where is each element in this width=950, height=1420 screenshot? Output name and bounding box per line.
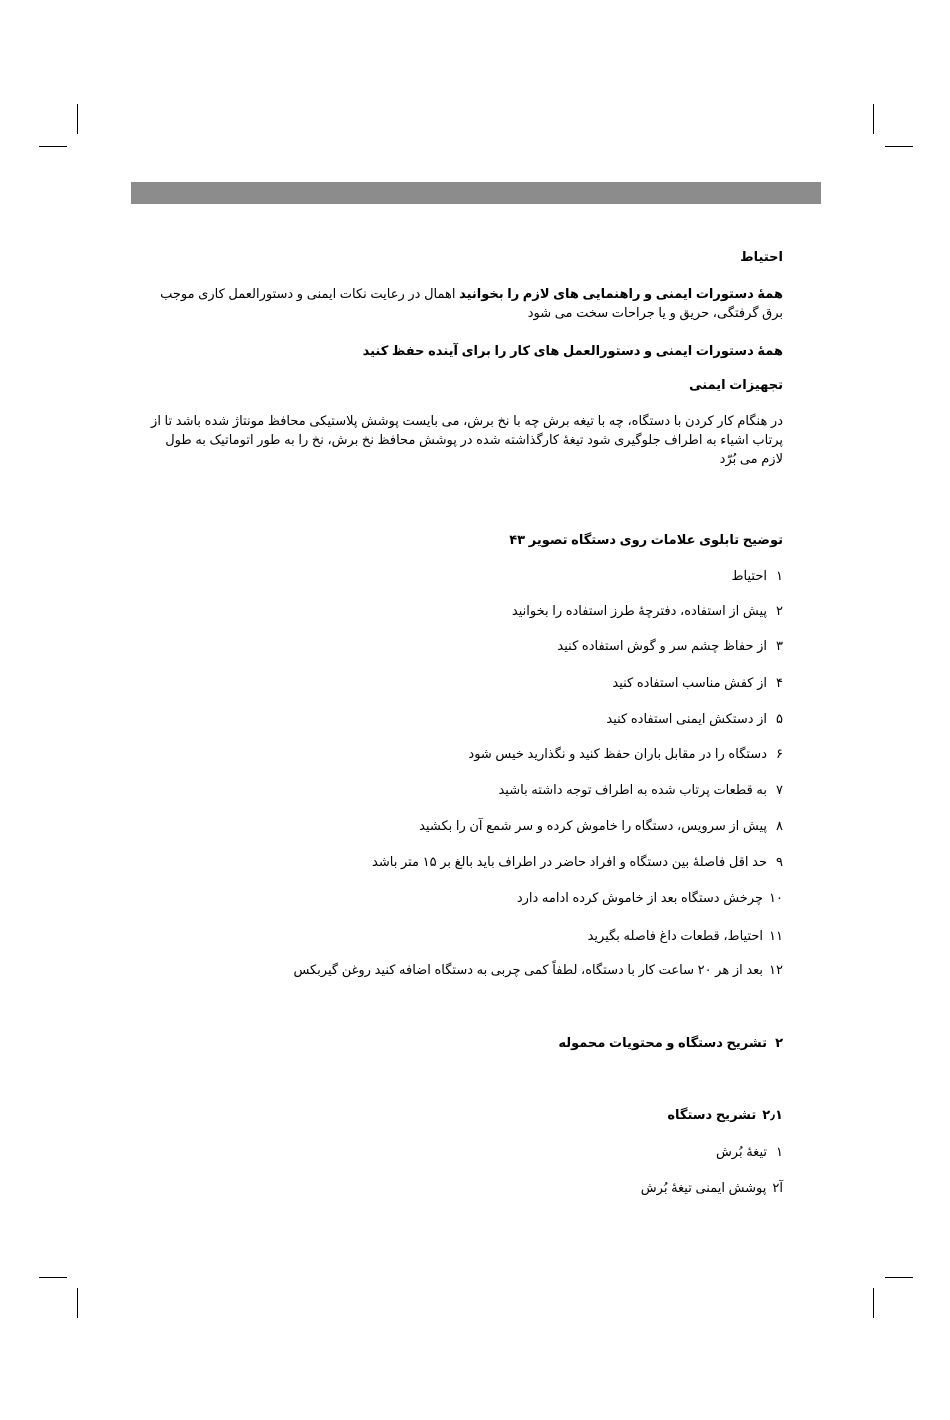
symbol-item-text: چرخش دستگاه بعد از خاموش کرده ادامه دارد bbox=[516, 890, 764, 905]
symbol-item-number: ۲ bbox=[776, 603, 783, 618]
symbol-item-text: پیش از استفاده، دفترچهٔ طرز استفاده را بخوانید bbox=[511, 603, 767, 618]
keep-instructions: همهٔ دستورات ایمنی و دستورالعمل های کار را برای آینده حفظ کنید bbox=[362, 343, 783, 358]
symbol-item bbox=[150, 890, 783, 906]
part-item-number: ۱ bbox=[776, 1144, 783, 1159]
part-item-number: آ۲ bbox=[772, 1180, 783, 1195]
symbol-item bbox=[150, 675, 783, 691]
safety-equipment-title: تجهیزات ایمنی bbox=[689, 377, 783, 392]
crop-mark bbox=[885, 146, 913, 147]
symbol-item-number: ۵ bbox=[776, 711, 783, 726]
caution-paragraph bbox=[150, 284, 783, 322]
symbol-item bbox=[150, 962, 783, 978]
symbol-item-text: بعد از هر ۲۰ ساعت کار با دستگاه، لطفاً کمی چربی به دستگاه اضافه کنید روغن گیربکس bbox=[293, 962, 764, 977]
section-2-heading bbox=[150, 1035, 783, 1051]
symbol-item bbox=[150, 711, 783, 727]
symbol-item-number: ۱۰ bbox=[769, 890, 783, 905]
crop-mark bbox=[39, 146, 67, 147]
part-item-text: تیغهٔ بُرش bbox=[715, 1144, 767, 1159]
symbol-item-number: ۳ bbox=[776, 638, 783, 653]
symbol-item-number: ۱۱ bbox=[769, 928, 783, 943]
page-content bbox=[150, 0, 783, 1420]
section-2-1-number: ۲٫۱ bbox=[762, 1107, 783, 1122]
symbol-item-text: پیش از سرویس، دستگاه را خاموش کرده و سر شمع آن را بکشید bbox=[419, 818, 767, 833]
symbol-item-text: از حفاظ چشم سر و گوش استفاده کنید bbox=[557, 638, 767, 653]
symbol-item-text: به قطعات پرتاب شده به اطراف توجه داشته باشید bbox=[498, 782, 767, 797]
crop-mark bbox=[39, 1277, 67, 1278]
symbol-item-text: احتیاط bbox=[731, 568, 767, 583]
symbol-item-text: از کفش مناسب استفاده کنید bbox=[612, 675, 767, 690]
crop-mark bbox=[885, 1277, 913, 1278]
part-item bbox=[150, 1180, 783, 1196]
symbol-item-text: حد اقل فاصلهٔ بین دستگاه و افراد حاضر در اطراف باید بالغ بر ۱۵ متر باشد bbox=[372, 854, 767, 869]
symbol-item-number: ۹ bbox=[776, 854, 783, 869]
crop-mark bbox=[77, 1288, 78, 1318]
section-2-title: تشریح دستگاه و محتویات محموله bbox=[558, 1035, 767, 1050]
symbol-item-text: دستگاه را در مقابل باران حفظ کنید و نگذارید خیس شود bbox=[468, 746, 767, 761]
symbol-item bbox=[150, 746, 783, 762]
section-2-number: ۲ bbox=[775, 1035, 783, 1050]
crop-mark bbox=[77, 104, 78, 134]
symbol-item-number: ۱۲ bbox=[769, 962, 783, 977]
symbol-item-text: از دستکش ایمنی استفاده کنید bbox=[606, 711, 767, 726]
crop-mark bbox=[873, 104, 874, 134]
symbol-item bbox=[150, 818, 783, 834]
caution-paragraph-bold: همهٔ دستورات ایمنی و راهنمایی های لازم را بخوانید bbox=[459, 286, 783, 301]
caution-title: احتیاط bbox=[740, 249, 783, 264]
section-2-1-heading bbox=[150, 1107, 783, 1123]
symbol-item bbox=[150, 928, 783, 944]
section-2-1-title: تشریح دستگاه bbox=[667, 1107, 757, 1122]
symbol-item bbox=[150, 782, 783, 798]
symbol-item-number: ۴ bbox=[776, 675, 783, 690]
symbol-item-number: ۱ bbox=[776, 568, 783, 583]
symbol-item-number: ۷ bbox=[776, 782, 783, 797]
symbols-title: توضیح تابلوی علامات روی دستگاه تصویر ۴۳ bbox=[509, 532, 783, 547]
symbol-item bbox=[150, 603, 783, 619]
symbol-item-number: ۸ bbox=[776, 818, 783, 833]
part-item-text: پوشش ایمنی تیغهٔ بُرش bbox=[640, 1180, 767, 1195]
symbol-item bbox=[150, 854, 783, 870]
safety-equipment-text: در هنگام کار کردن با دستگاه، چه با تیغه برش چه با نخ برش، می بایست پوشش پلاستیکی محافظ مونتاژ شده باشد تا از پرتاب اشیاء به اطراف جلوگیری شود تیغهٔ کارگذاشته شده در پوشش محافظ نخ برش، نخ را به طور اتوماتیک به طول لازم می بُرّد bbox=[151, 413, 783, 466]
symbol-item bbox=[150, 568, 783, 584]
symbol-item bbox=[150, 638, 783, 654]
crop-mark bbox=[873, 1288, 874, 1318]
symbol-item-text: احتیاط، قطعات داغ فاصله بگیرید bbox=[587, 928, 764, 943]
symbol-item-number: ۶ bbox=[776, 746, 783, 761]
caution-paragraph-text: اهمال در رعایت نکات ایمنی و دستورالعمل کاری موجب برق گرفتگی، حریق و یا جراحات سخت می شود bbox=[160, 286, 783, 320]
part-item bbox=[150, 1144, 783, 1160]
